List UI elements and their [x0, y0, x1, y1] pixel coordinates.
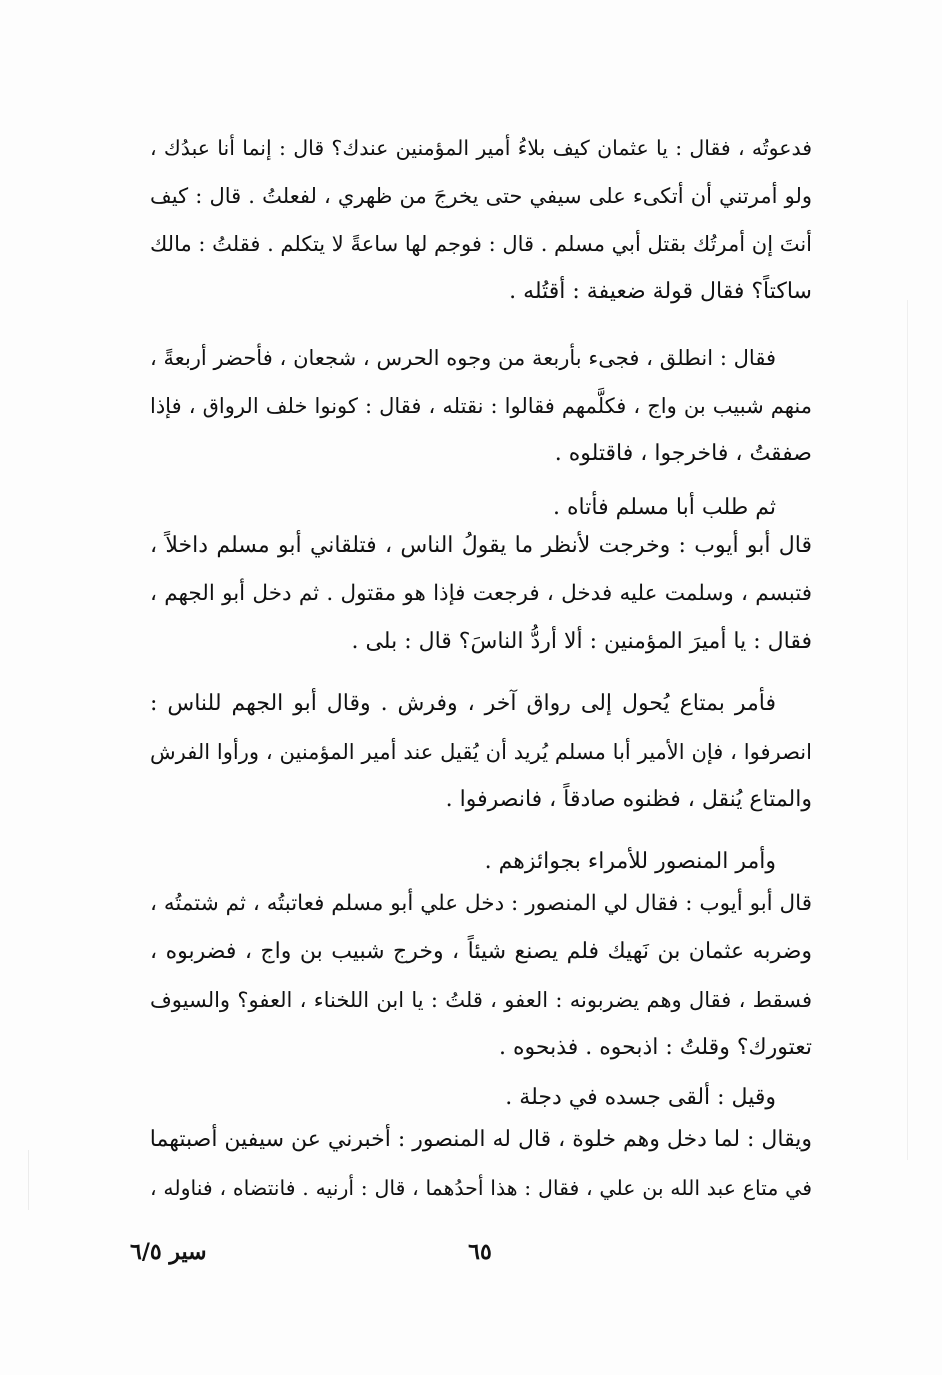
text-line: في متاع عبد الله بن علي ، فقال : هذا أحدُهما ، قال : أرنيه . فانتضاه ، فناوله ،	[150, 1176, 812, 1200]
paragraph-6	[150, 838, 812, 886]
text-line: فتبسم ، وسلمت عليه فدخل ، فرجعت فإذا هو مقتول . ثم دخل أبو الجهم ،	[150, 581, 812, 606]
text-line: أنتَ إن أمرتُك بقتل أبي مسلم . قال : فوجم لها ساعةً لا يتكلم . فقلتُ : مالك	[149, 232, 812, 256]
text-line: فسقط ، فقال وهم يضربونه : العفو ، قلتُ : يا ابن اللخناء ، العفو؟ والسيوف	[150, 988, 812, 1012]
paragraph-2	[150, 334, 812, 478]
scan-margin-shadow	[907, 300, 908, 1160]
text-line: ثم طلب أبا مسلم فأتاه .	[553, 495, 776, 520]
text-line: والمتاع يُنقل ، فظنوه صادقاً ، فانصرفوا .	[445, 787, 812, 812]
paragraph-5	[150, 680, 812, 824]
text-line: وقيل : ألقى جسده في دجلة .	[505, 1085, 776, 1110]
text-line: فقال : يا أميرَ المؤمنين : ألا أردُّ الناسَ؟ قال : بلى .	[351, 629, 812, 654]
paragraph-7	[150, 880, 812, 1072]
text-line: تعتورك؟ وقلتُ : اذبحوه . فذبحوه .	[499, 1035, 812, 1060]
scan-margin-shadow-left	[28, 1150, 29, 1210]
text-line: وأمر المنصور للأمراء بجوائزهم .	[484, 849, 776, 874]
text-line: منهم شبيب بن واج ، فكلَّمهم فقالوا : نقتله ، فقال : كونوا خلف الرواق ، فإذا	[150, 394, 812, 418]
text-line: قال أبو أيوب : وخرجت لأنظر ما يقولُ الناس ، فتلقاني أبو مسلم داخلاً ،	[150, 533, 812, 558]
text-line: فدعوتُه ، فقال : يا عثمان كيف بلاءُ أمير المؤمنين عندك؟ قال : إنما أنا عبدُك ،	[150, 136, 812, 160]
signature-mark: سير ٦/٥	[130, 1239, 207, 1265]
page-number: ٦٥	[468, 1239, 492, 1265]
paragraph-4	[150, 522, 812, 666]
text-line: فأمر بمتاع يُحول إلى رواق آخر ، وفرش . وقال أبو الجهم للناس :	[150, 691, 776, 716]
text-line: وضربه عثمان بن نَهيك فلم يصنع شيئاً ، وخرج شبيب بن واج ، فضربوه ،	[150, 939, 812, 964]
text-line: ولو أمرتني أن أتكىء على سيفي حتى يخرجَ من ظهري ، لفعلتُ . قال : كيف	[150, 184, 812, 208]
paragraph-9	[150, 1116, 812, 1212]
paragraph-1	[150, 124, 812, 316]
text-line: فقال : انطلق ، فجىء بأربعة من وجوه الحرس ، شجعان ، فأحضر أربعةً ،	[150, 346, 776, 370]
paragraph-8	[150, 1074, 812, 1122]
text-line: ويقال : لما دخل وهم خلوة ، قال له المنصور : أخبرني عن سيفين أصبتهما	[149, 1127, 812, 1152]
text-line: ساكتاً؟ فقال قولة ضعيفة : أقتُله .	[509, 279, 812, 304]
text-line: صفقتُ ، فاخرجوا ، فاقتلوه .	[554, 441, 812, 466]
text-line: قال أبو أيوب : فقال لي المنصور : دخل علي أبو مسلم فعاتبتُه ، ثم شتمتُه ،	[150, 891, 812, 916]
text-line: انصرفوا ، فإن الأمير أبا مسلم يُريد أن يُقيل عند أمير المؤمنين ، ورأوا الفرش	[150, 740, 812, 764]
